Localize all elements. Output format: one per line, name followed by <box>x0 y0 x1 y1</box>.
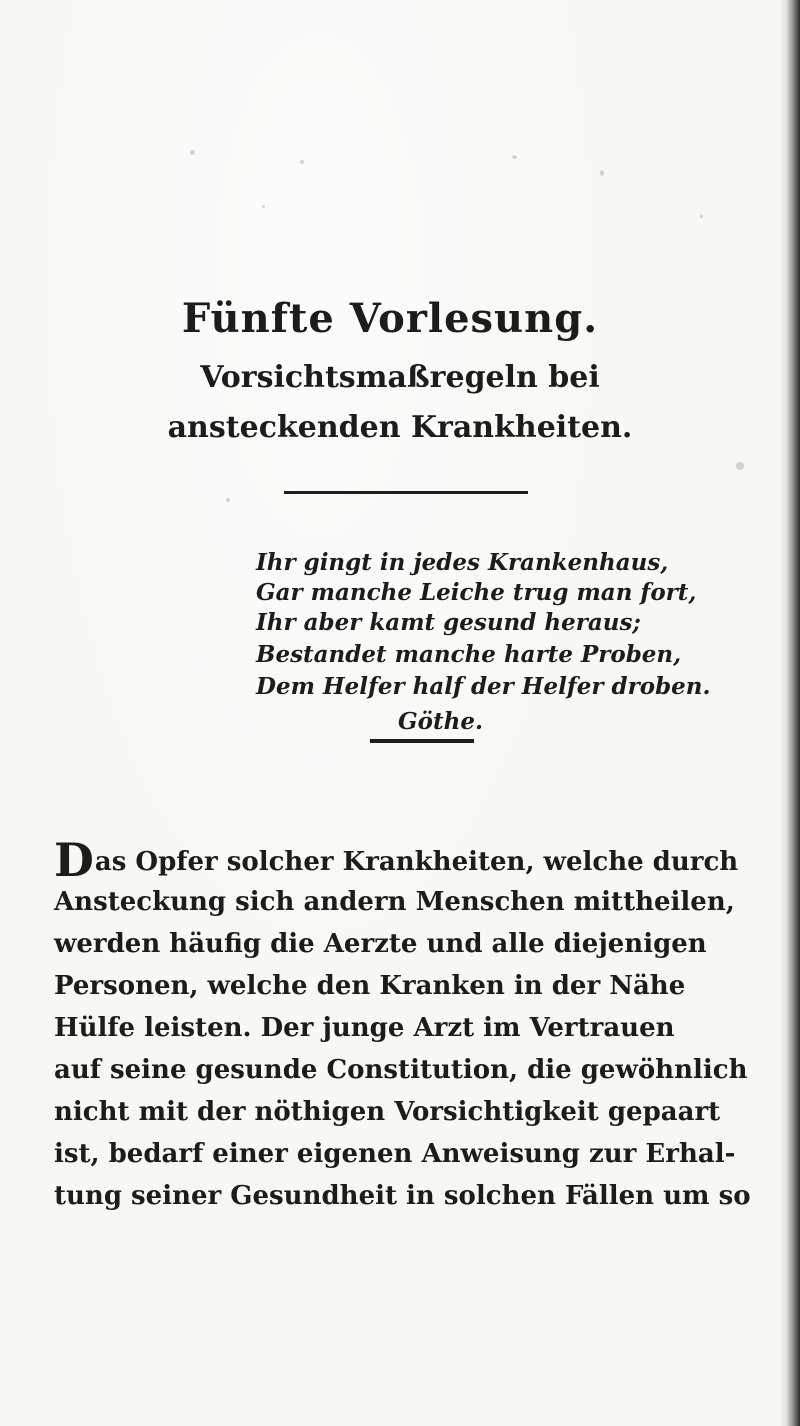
divider-rule <box>370 739 474 743</box>
body-line: Hülfe leisten. Der junge Arzt im Vertrauen <box>54 1013 675 1043</box>
paper-speck <box>262 205 265 208</box>
page-edge <box>786 0 800 1426</box>
poem-author: Göthe. <box>398 708 483 735</box>
paper-speck <box>190 150 195 155</box>
poem-line: Ihr aber kamt gesund heraus; <box>256 609 641 636</box>
paper-speck <box>700 215 703 218</box>
divider-rule <box>284 491 528 494</box>
body-line: nicht mit der nöthigen Vorsichtigkeit gepaart <box>54 1097 721 1127</box>
drop-cap: D <box>54 833 94 887</box>
body-line: Ansteckung sich andern Menschen mittheilen, <box>54 887 735 917</box>
poem-line: Bestandet manche harte Proben, <box>256 641 682 668</box>
body-line: ist, bedarf einer eigenen Anweisung zur Erhal- <box>54 1139 736 1169</box>
body-line: auf seine gesunde Constitution, die gewöhnlich <box>54 1055 748 1085</box>
poem-line: Dem Helfer half der Helfer droben. <box>256 673 711 700</box>
paper-speck <box>736 462 744 470</box>
paper-speck <box>600 170 604 176</box>
body-line: Personen, welche den Kranken in der Nähe <box>54 971 686 1001</box>
body-line-text: as Opfer solcher Krankheiten, welche durch <box>94 847 739 877</box>
chapter-title: Vorsichtsmaßregeln bei ansteckenden Krankheiten. <box>167 359 633 445</box>
body-line: werden häufig die Aerzte und alle diejenigen <box>54 929 707 959</box>
body-line <box>54 833 739 887</box>
poem-line: Gar manche Leiche trug man fort, <box>256 579 697 606</box>
body-line: tung seiner Gesundheit in solchen Fällen um so <box>54 1181 751 1211</box>
paper-speck <box>226 498 230 502</box>
paper-speck <box>512 155 517 159</box>
poem-line: Ihr gingt in jedes Krankenhaus, <box>256 549 669 576</box>
paper-speck <box>300 160 304 164</box>
lecture-heading: Fünfte Vorlesung. <box>181 294 599 342</box>
